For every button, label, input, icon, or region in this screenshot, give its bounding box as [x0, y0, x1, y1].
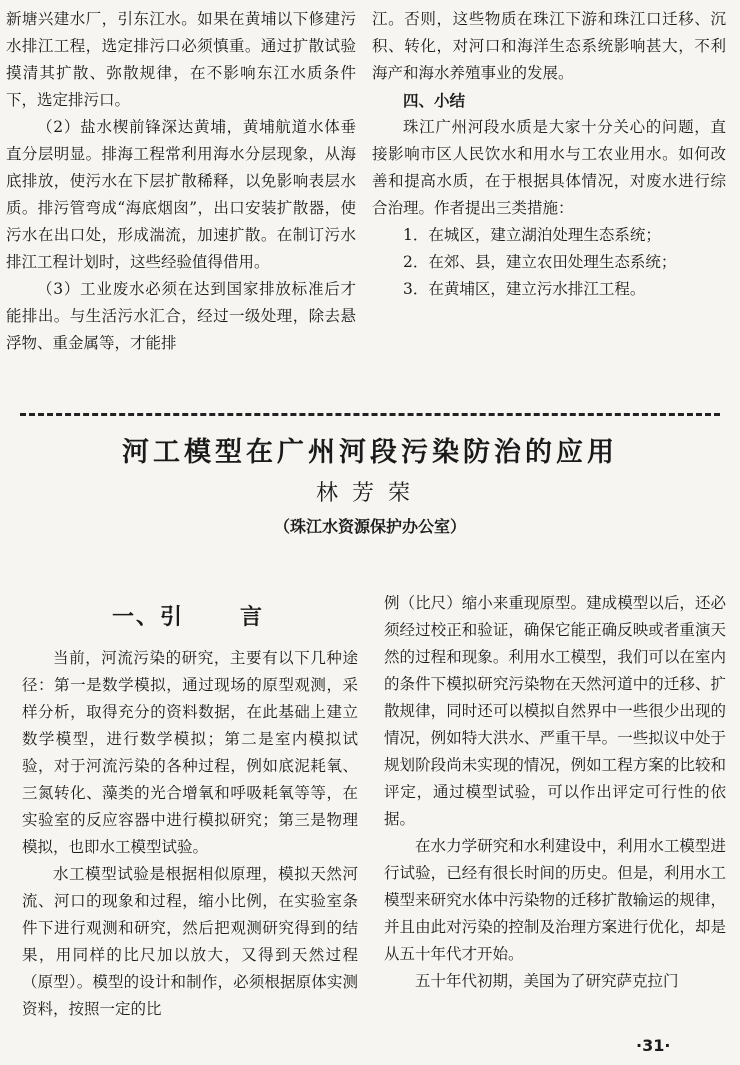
paragraph: 江。否则，这些物质在珠江下游和珠江口迁移、沉积、转化，对河口和海洋生态系统影响甚大，不利海产和海水养殖事业的发展。 [372, 10, 726, 82]
page-number: ·31· [636, 1036, 671, 1055]
article-author: 林芳荣 [315, 481, 424, 506]
measure-item: 2．在郊、县，建立农田处理生态系统； [403, 253, 677, 271]
paragraph: 例（比尺）缩小来重现原型。建成模型以后，还必须经过校正和验证，确保它能正确反映或者重演天然的过程和现象。利用水工模型，我们可以在室内的条件下模拟研究污染物在天然河道中的迁移、扩散规律，同时还可以模拟自然界中一些很少出现的情况，例如特大洪水、严重干旱。一些拟议中处于规划阶段尚未实现的情况，例如工程方案的比较和评定，通过模型试验，可以作出评定可行性的依据。 [384, 594, 726, 828]
paragraph: 珠江广州河段水质是大家十分关心的问题，直接影响市区人民饮水和用水与工农业用水。如何改善和提高水质，在于根据具体情况，对废水进行综合治理。作者提出三类措施： [372, 118, 726, 217]
paragraph: 新塘兴建水厂，引东江水。如果在黄埔以下修建污水排江工程，选定排污口必须慎重。通过扩散试验摸清其扩散、弥散规律，在不影响东江水质条件下，选定排污口。 [6, 10, 356, 109]
paragraph: 在水力学研究和水利建设中，利用水工模型进行试验，已经有很长时间的历史。但是，利用水工模型来研究水体中污染物的迁移扩散输运的规律，并且由此对污染的控制及治理方案进行优化，却是从五十年代才开始。 [384, 837, 726, 963]
paragraph: 水工模型试验是根据相似原理，模拟天然河流、河口的现象和过程，缩小比例，在实验室条件下进行观测和研究，然后把观测研究得到的结果，用同样的比尺加以放大，又得到天然过程（原型）。模型的设计和制作，必须根据原体实测资料，按照一定的比 [22, 865, 358, 1018]
section-heading-number: 一、引 [112, 605, 185, 630]
section-heading-word: 言 [240, 605, 265, 630]
article-right-column [384, 590, 726, 995]
paragraph: 五十年代初期，美国为了研究萨克拉门 [415, 972, 679, 990]
paragraph: （3）工业废水必须在达到国家排放标准后才能排出。与生活污水汇合，经过一级处理，除去悬浮物、重金属等，才能排 [6, 280, 356, 352]
summary-heading: 四、小结 [403, 91, 466, 110]
prev-article-left-column [6, 6, 356, 357]
section-divider [20, 413, 720, 416]
paragraph: （2）盐水楔前锋深达黄埔，黄埔航道水体垂直分层明显。排海工程常利用海水分层现象，从海底排放，使污水在下层扩散稀释，以免影响表层水质。排污管弯成“海底烟囱”，出口安装扩散器，使污水在出口处，形成湍流，加速扩散。在制订污水排江工程计划时，这些经验值得借用。 [6, 118, 356, 271]
article-title: 河工模型在广州河段污染防治的应用 [122, 437, 618, 468]
prev-article-right-column [372, 6, 726, 303]
measure-item: 1．在城区，建立湖泊处理生态系统； [403, 226, 661, 244]
section-heading [112, 600, 264, 631]
paragraph: 当前，河流污染的研究，主要有以下几种途径：第一是数学模拟，通过现场的原型观测，采样分析，取得充分的资料数据，在此基础上建立数学模型，进行数学模拟；第二是室内模拟试验，对于河流污染的各种过程，例如底泥耗氧、三氮转化、藻类的光合增氧和呼吸耗氧等等，在实验室的反应容器中进行模拟研究；第三是物理模拟，也即水工模型试验。 [22, 649, 358, 856]
article-left-column [22, 645, 358, 1023]
measure-item: 3．在黄埔区，建立污水排江工程。 [403, 280, 646, 298]
article-affiliation: （珠江水资源保护办公室） [273, 517, 466, 536]
